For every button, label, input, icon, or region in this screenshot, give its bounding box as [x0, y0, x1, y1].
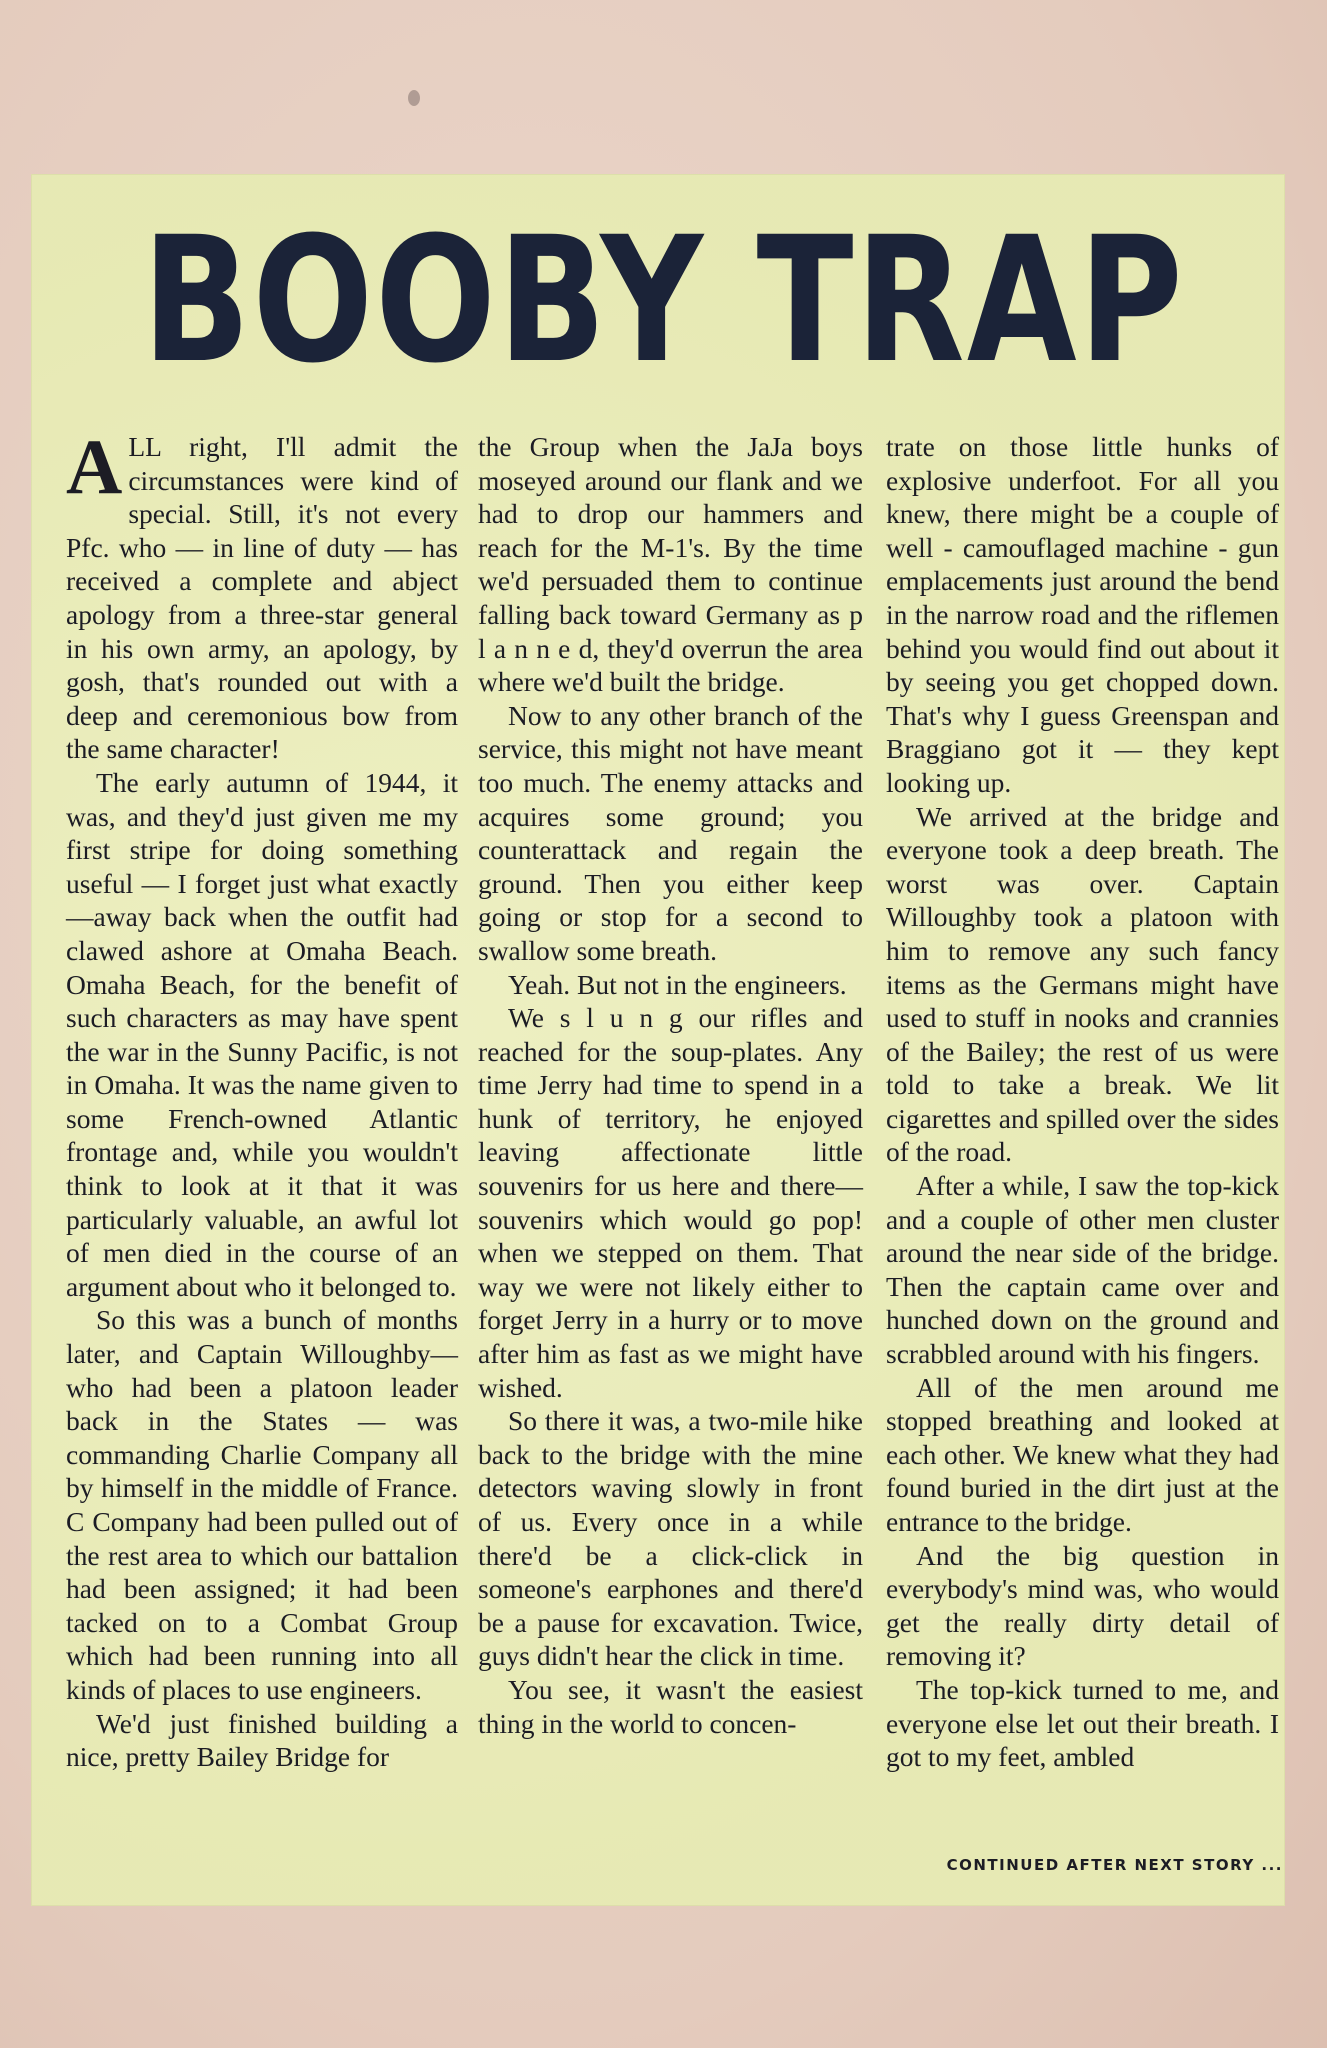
continued-note: CONTINUED AFTER NEXT STORY ... [946, 1856, 1283, 1874]
paragraph: After a while, I saw the top-kick and a couple of other men cluster around the near side of the bridge. Then the captain came over and hunched down on the ground and scrabbled around with his fingers. [886, 1170, 1279, 1370]
paragraph: ALL right, I'll admit the circumstances were kind of special. Still, it's not every Pfc. who — in line of duty — has received a complete and abject apology from a three-star general in his own army, an apology, by gosh, that's rounded out with a deep and ceremonious bow from the same character! [66, 423, 458, 765]
column-2 [478, 430, 863, 1740]
story-title: BOOBY TRAP [142, 200, 1185, 402]
column-3 [886, 430, 1279, 1774]
paragraph: trate on those little hunks of explosive underfoot. For all you knew, there might be a couple of well - camouflaged machine - gun emplacements just around the bend in the narrow road and the riflemen behind you would find out about it by seeing you get chopped down. That's why I guess Greenspan and Braggiano got it — they kept looking up. [886, 431, 1279, 798]
paragraph: Yeah. But not in the engineers. [508, 968, 847, 1000]
paragraph: Now to any other branch of the service, this might not have meant too much. The enemy attacks and acquires some ground; you counterattack and regain the ground. Then you either keep going or stop for a second to swallow some breath. [478, 699, 863, 966]
paragraph: We arrived at the bridge and everyone took a deep breath. The worst was over. Captain Willoughby took a platoon with him to remove any such fancy items as the Germans might have used to stuff in nooks and crannies of the Bailey; the rest of us were told to take a break. We lit cigarettes and spilled over the sides of the road. [886, 800, 1279, 1168]
paragraph: We s l u n g our rifles and reached for the soup-plates. Any time Jerry had time to spend in a hunk of territory, he enjoyed leaving affectionate little souvenirs for us here and there— souvenirs which would go pop! when we stepped on them. That way we were not likely either to forget Jerry in a hurry or to move after him as fast as we might have wished. [478, 1002, 863, 1403]
paragraph: So there it was, a two-mile hike back to the bridge with the mine detectors waving slowly in front of us. Every once in a while there'd be a click-click in someone's earphones and there'd be a pause for excavation. Twice, guys didn't hear the click in time. [478, 1405, 863, 1672]
drop-cap: A [66, 423, 123, 510]
paragraph: The top-kick turned to me, and everyone else let out their breath. I got to my feet, ambled [886, 1673, 1279, 1773]
paragraph: We'd just finished building a nice, pretty Bailey Bridge for [66, 1707, 458, 1773]
paragraph: You see, it wasn't the easiest thing in the world to concen- [478, 1673, 863, 1739]
paragraph: So this was a bunch of months later, and Captain Willoughby—who had been a platoon leader back in the States — was commanding Charlie Company all by himself in the middle of France. C Company had been pulled out of the rest area to which our battalion had been assigned; it had been tacked on to a Combat Group which had been running into all kinds of places to use engineers. [66, 1304, 458, 1705]
paragraph: All of the men around me stopped breathing and looked at each other. We knew what they had found buried in the dirt just at the entrance to the bridge. [886, 1371, 1279, 1537]
ink-smudge [408, 90, 420, 106]
paragraph: The early autumn of 1944, it was, and they'd just given me my first stripe for doing something useful — I forget just what exactly—away back when the outfit had clawed ashore at Omaha Beach. Omaha Beach, for the benefit of such characters as may have spent the war in the Sunny Pacific, is not in Omaha. It was the name given to some French-owned Atlantic frontage and, while you wouldn't think to look at it that it was particularly valuable, an awful lot of men died in the course of an argument about who it belonged to. [66, 766, 458, 1302]
paragraph: the Group when the JaJa boys moseyed around our flank and we had to drop our hammers and reach for the M-1's. By the time we'd persuaded them to continue falling back toward Germany as p l a n n e d, they'd overrun the area where we'd built the bridge. [478, 431, 863, 698]
paragraph: And the big question in everybody's mind was, who would get the really dirty detail of removing it? [886, 1539, 1279, 1672]
column-1 [66, 423, 458, 1774]
